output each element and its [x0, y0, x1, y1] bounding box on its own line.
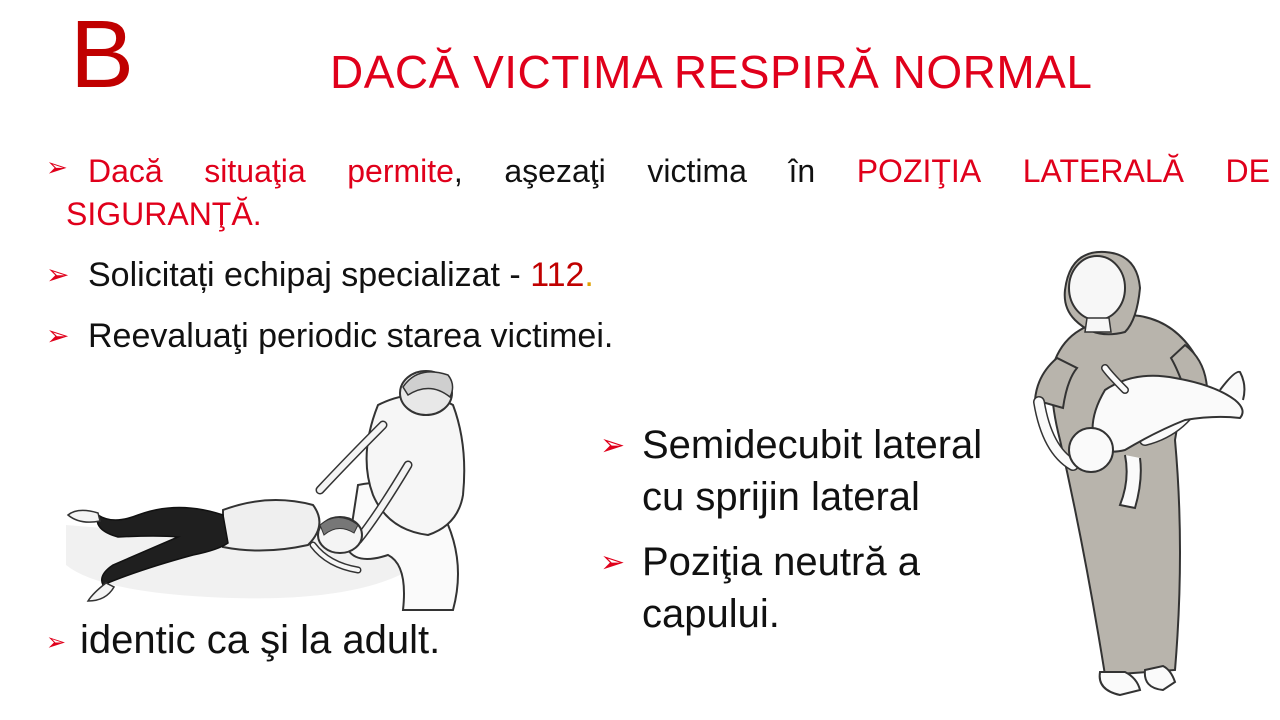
bullet-word: aşezaţi [504, 153, 606, 189]
bullet-comma: , [453, 153, 463, 189]
arrow-bullet-icon: ➢ [600, 429, 626, 462]
child-recovery-position-illustration [58, 365, 478, 615]
bullet-word-group [347, 150, 463, 192]
bullet-semidecubit-line2: cu sprijin lateral [642, 475, 920, 519]
bullet-recovery-position-line2: SIGURANŢĂ. [66, 196, 262, 232]
bullet-word: în [788, 153, 816, 189]
arrow-bullet-icon: ➢ [46, 629, 67, 656]
arrow-bullet-icon: ➢ [46, 320, 70, 351]
emergency-number-dot: . [584, 256, 594, 294]
arrow-bullet-icon: ➢ [600, 546, 626, 579]
arrow-bullet-icon: ➢ [46, 259, 70, 290]
bullet-word: Dacă [88, 153, 163, 189]
woman-holding-infant-illustration [1025, 250, 1250, 705]
bullet-recovery-position [88, 150, 1270, 192]
bullet-semidecubit-line1: Semidecubit lateral [642, 423, 983, 467]
bullet-word: POZIŢIA [856, 153, 982, 189]
bullet-neutral-head-line2: capului. [642, 592, 780, 636]
bullet-call-emergency [88, 252, 594, 298]
bullet-word: LATERALĂ [1022, 153, 1184, 189]
bullet-same-as-adult: identic ca şi la adult. [80, 618, 441, 662]
bullet-word: victima [647, 153, 747, 189]
emergency-number: 112 [530, 256, 585, 294]
bullet-neutral-head-line1: Poziţia neutră a [642, 540, 920, 584]
bullet-text: Solicitați echipaj specializat - [88, 256, 531, 294]
bullet-word: situaţia [204, 153, 306, 189]
bullet-reevaluate: Reevaluaţi periodic starea victimei. [88, 317, 614, 355]
bullet-word: permite [347, 153, 454, 189]
slide-title: DACĂ VICTIMA RESPIRĂ NORMAL [330, 46, 1093, 98]
bullet-word: DE [1225, 153, 1270, 189]
arrow-bullet-icon: ➢ [46, 152, 68, 182]
section-letter: B [70, 1, 135, 108]
